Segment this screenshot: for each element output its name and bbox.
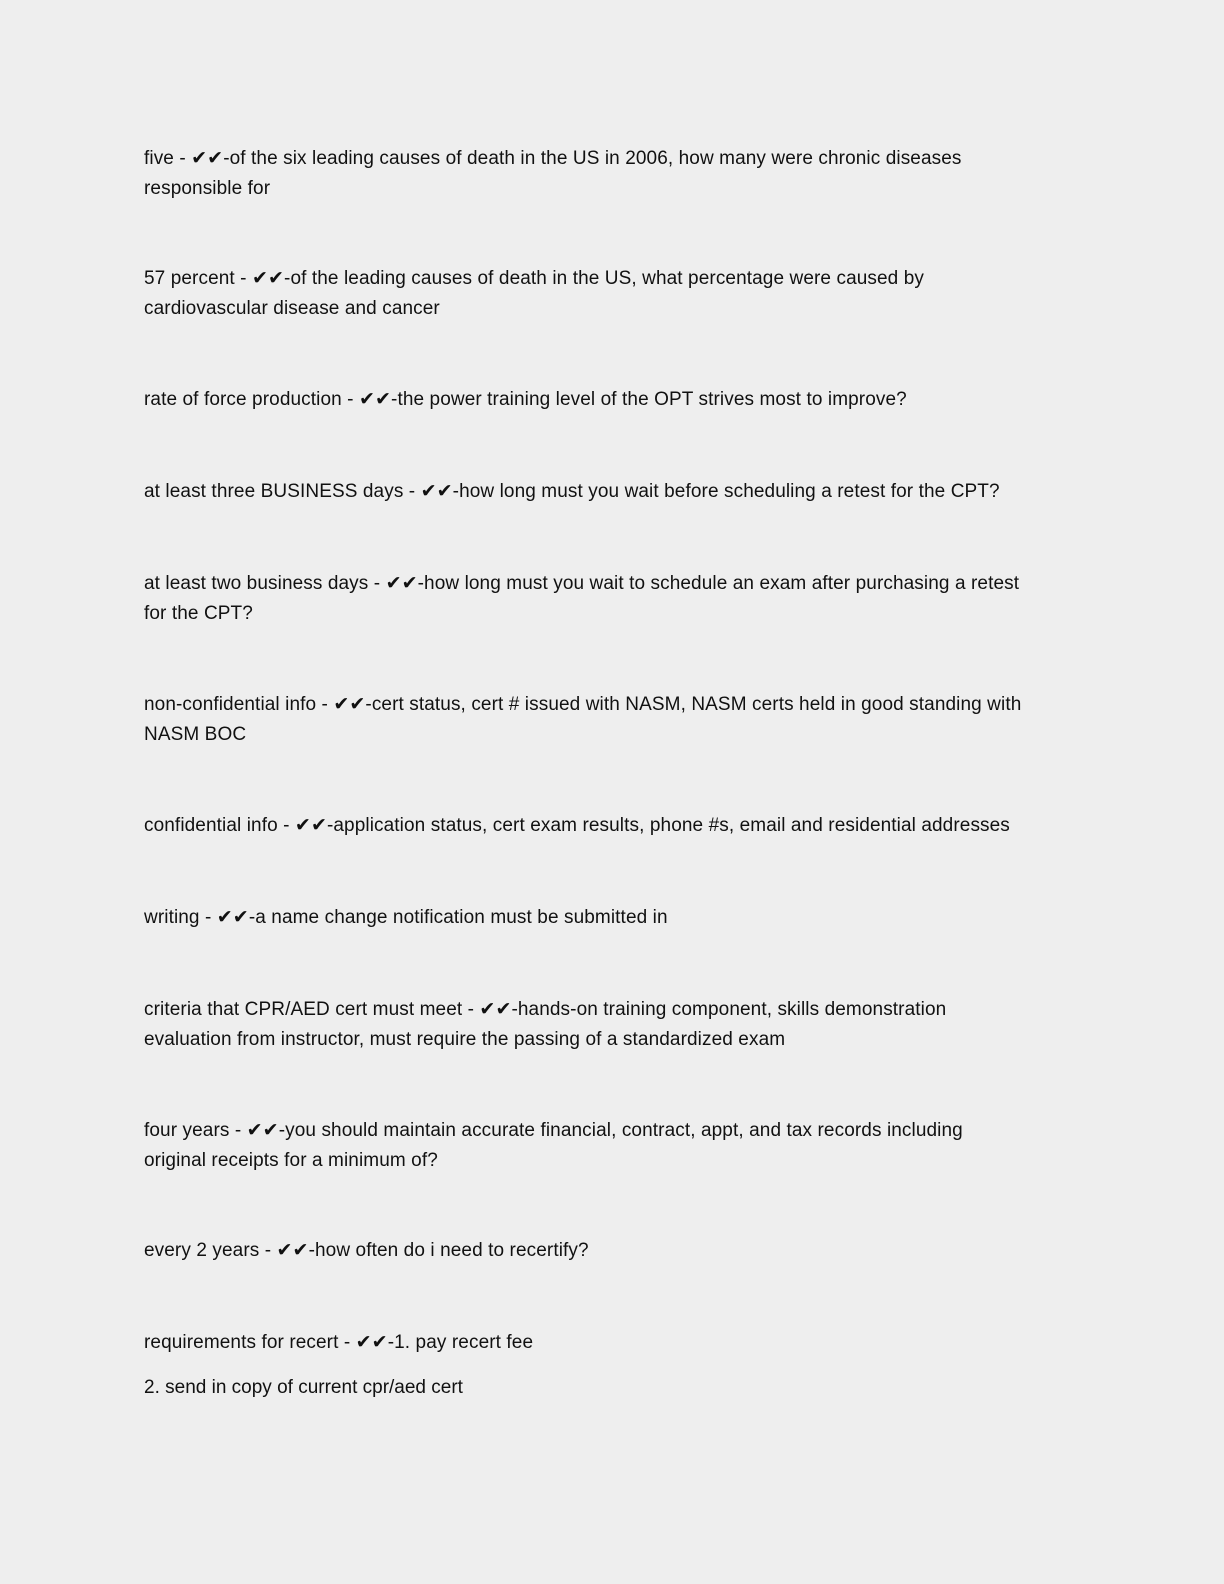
flashcard-entry: [144, 1328, 1074, 1358]
entry-line: 57 percent - ✔✔-of the leading causes of death in the US, what percentage were caused by: [144, 268, 924, 289]
entry-line: at least two business days - ✔✔-how long must you wait to schedule an exam after purchasing a retest: [144, 573, 1020, 594]
flashcard-entry: [144, 811, 1074, 841]
flashcard-entry: [144, 477, 1074, 507]
entry-line: rate of force production - ✔✔-the power training level of the OPT strives most to improve?: [144, 389, 907, 410]
continuation-line: 2. send in copy of current cpr/aed cert: [144, 1377, 463, 1398]
entry-line: four years - ✔✔-you should maintain accurate financial, contract, appt, and tax records including: [144, 1120, 963, 1141]
entry-line: writing - ✔✔-a name change notification must be submitted in: [144, 907, 668, 928]
flashcard-entry: [144, 903, 1074, 933]
entry-line: original receipts for a minimum of?: [144, 1149, 438, 1171]
entry-line: confidential info - ✔✔-application status, cert exam results, phone #s, email and residential addresses: [144, 815, 1010, 836]
entry-line: criteria that CPR/AED cert must meet - ✔✔-hands-on training component, skills demonstration: [144, 999, 947, 1020]
entry-line: NASM BOC: [144, 723, 247, 745]
entry-line: every 2 years - ✔✔-how often do i need to recertify?: [144, 1240, 589, 1261]
flashcard-entry: [144, 690, 1074, 749]
flashcard-entry: [144, 1116, 1074, 1175]
entry-line: five - ✔✔-of the six leading causes of death in the US in 2006, how many were chronic diseases: [144, 148, 962, 169]
flashcard-entry: [144, 1236, 1074, 1266]
entry-line: at least three BUSINESS days - ✔✔-how long must you wait before scheduling a retest for the CPT?: [144, 481, 1000, 502]
entry-line: for the CPT?: [144, 602, 253, 624]
entry-line: responsible for: [144, 177, 271, 199]
flashcard-entry: [144, 385, 1074, 415]
entry-line: non-confidential info - ✔✔-cert status, cert # issued with NASM, NASM certs held in good standing with: [144, 694, 1022, 715]
entry-line: evaluation from instructor, must require the passing of a standardized exam: [144, 1028, 786, 1050]
flashcard-entry: [144, 144, 1074, 203]
flashcard-entry: [144, 264, 1074, 323]
flashcard-entry: [144, 995, 1074, 1054]
flashcard-entry: [144, 569, 1074, 628]
entry-line: cardiovascular disease and cancer: [144, 297, 440, 319]
entry-line: requirements for recert - ✔✔-1. pay recert fee: [144, 1332, 534, 1353]
